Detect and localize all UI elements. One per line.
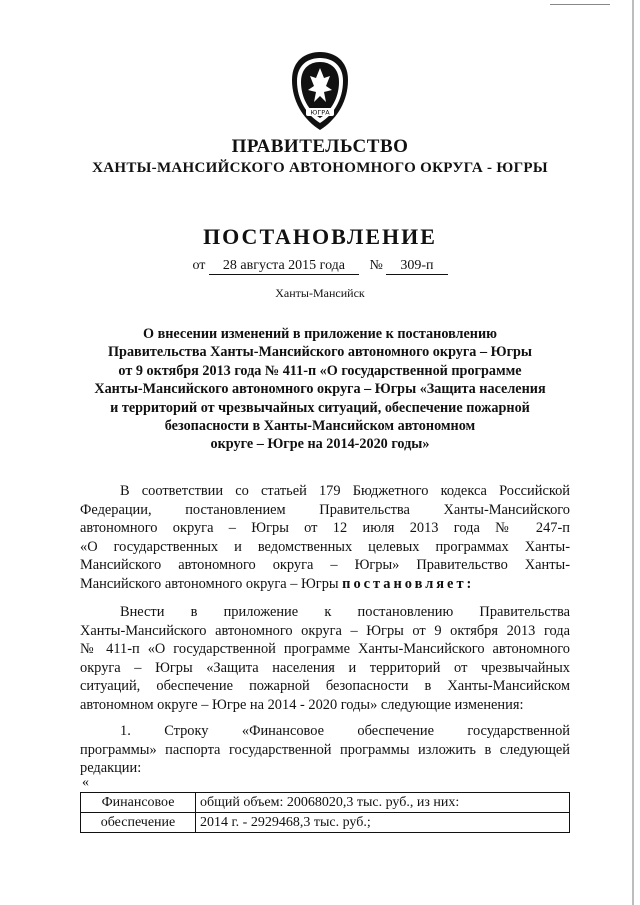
- city-name: Ханты-Мансийск: [275, 286, 365, 300]
- date-number-line: [0, 258, 640, 275]
- paragraph-line: Внести в приложение к постановлению Правительства: [120, 604, 570, 620]
- paragraph-line: автономном округе – Югре на 2014 - 2020 годы» следующие изменения:: [80, 696, 524, 713]
- opening-quote: «: [82, 775, 89, 790]
- number-label: №: [369, 258, 383, 273]
- subject-line: Ханты-Мансийского автономного округа – Югры «Защита населения: [94, 381, 546, 398]
- paragraph-item-1: [80, 722, 570, 778]
- scan-mark: [550, 4, 610, 5]
- paragraph-basis: [80, 482, 570, 593]
- table-row: [81, 793, 570, 813]
- paragraph-line: Федерации, постановлением Правительства Ханты-Мансийского: [80, 501, 570, 518]
- paragraph-line: программы» паспорта государственной программы изложить в следующей: [80, 741, 570, 758]
- paragraph-line: округа – Югры «Защита населения и территорий от чрезвычайных: [80, 659, 570, 676]
- paragraph-line: [80, 575, 570, 594]
- document-date: 28 августа 2015 года: [209, 258, 359, 275]
- table-cell-value: общий объем: 20068020,3 тыс. руб., из них:: [196, 793, 570, 813]
- paragraph-line: автономного округа – Югры от 12 июля 2013 года № 247-п: [80, 520, 570, 536]
- document-subject: [80, 325, 560, 454]
- document-number: 309-п: [386, 258, 447, 275]
- paragraph-line: В соответствии со статьей 179 Бюджетного кодекса Российской: [120, 483, 570, 499]
- paragraph-line: 1. Строку «Финансовое обеспечение государственной: [120, 723, 570, 739]
- table-cell-label: обеспечение: [81, 813, 196, 833]
- decree-word: постановляет:: [342, 575, 475, 592]
- paragraph-line: № 411-п «О государственной программе Ханты-Мансийского автономного: [80, 641, 570, 657]
- subject-line: безопасности в Ханты-Мансийском автономном: [164, 418, 476, 435]
- subject-line: от 9 октября 2013 года № 411-п «О государственной программе: [118, 362, 522, 379]
- financing-table: [80, 792, 570, 833]
- table-cell-value: 2014 г. - 2929468,3 тыс. руб.;: [196, 813, 570, 833]
- subject-line: Правительства Ханты-Мансийского автономного округа – Югры: [108, 344, 532, 361]
- paragraph-line: ситуаций, обеспечение пожарной безопасности в Ханты-Мансийском: [80, 678, 570, 694]
- paragraph-amendment: [80, 603, 570, 714]
- paragraph-line: Ханты-Мансийского автономного округа – Югры от 9 октября 2013 года: [80, 622, 570, 639]
- from-label: от: [192, 258, 206, 273]
- paragraph-line: редакции:: [80, 760, 142, 776]
- document-type: ПОСТАНОВЛЕНИЕ: [203, 224, 437, 249]
- table-row: [81, 813, 570, 833]
- svg-text:ЮГРА: ЮГРА: [310, 108, 330, 117]
- coat-of-arms-emblem: [286, 50, 354, 132]
- subject-line: и территорий от чрезвычайных ситуаций, обеспечение пожарной: [110, 399, 530, 416]
- government-title: ПРАВИТЕЛЬСТВО: [231, 136, 409, 157]
- paragraph-line: «О государственных и ведомственных целевых программах Ханты-: [80, 538, 570, 555]
- subject-line: округе – Югре на 2014-2020 годы»: [210, 436, 430, 453]
- region-title: ХАНТЫ-МАНСИЙСКОГО АВТОНОМНОГО ОКРУГА - ЮГРЫ: [92, 160, 548, 176]
- paragraph-text: Мансийского автономного округа – Югры: [80, 575, 343, 592]
- paragraph-line: Мансийского автономного округа – Югры» Правительство Ханты-: [80, 557, 570, 573]
- table-cell-label: Финансовое: [81, 793, 196, 813]
- subject-line: О внесении изменений в приложение к постановлению: [142, 326, 497, 342]
